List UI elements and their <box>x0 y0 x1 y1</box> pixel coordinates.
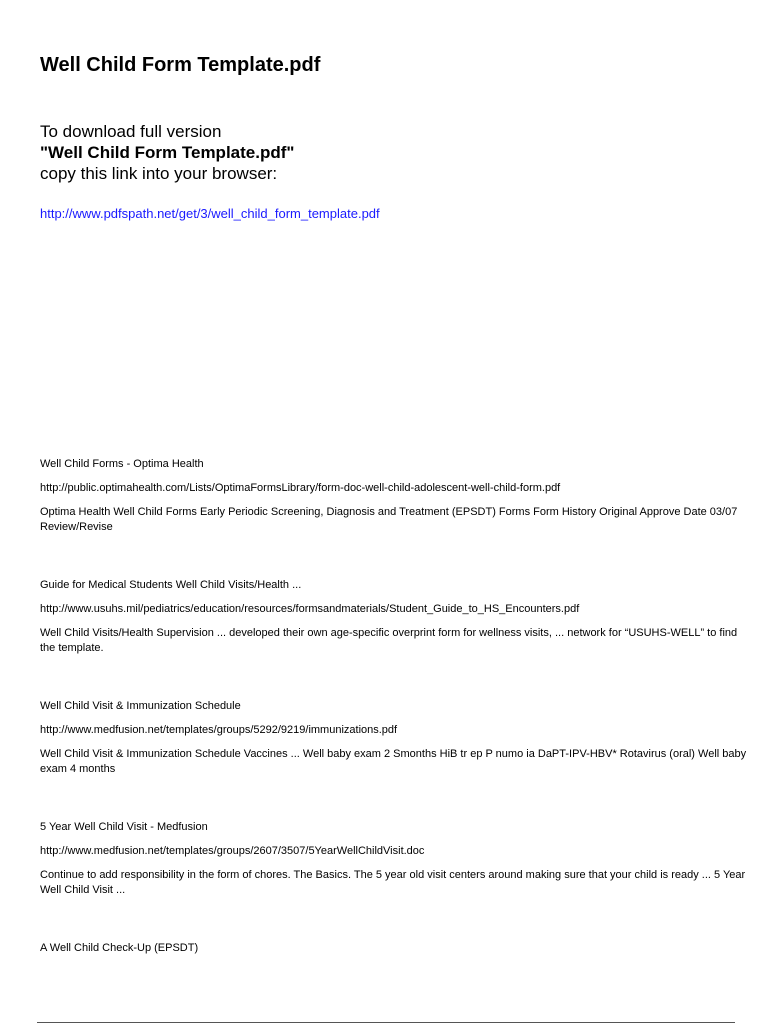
search-result <box>40 457 752 535</box>
result-url: http://www.usuhs.mil/pediatrics/education/resources/formsandmaterials/Student_Guide_to_HS_Encounters.pdf <box>40 603 580 615</box>
document-title: Well Child Form Template.pdf <box>40 54 321 76</box>
result-snippet: Continue to add responsibility in the form of chores. The Basics. The 5 year old visit centers around making sure that your child is ready ... 5 Year Well Child Visit ... <box>40 869 746 896</box>
search-result <box>40 699 752 777</box>
result-url: http://www.medfusion.net/templates/groups/2607/3507/5YearWellChildVisit.doc <box>40 845 425 857</box>
search-result <box>40 941 752 956</box>
intro-line-1: To download full version <box>40 122 222 141</box>
search-results-list <box>40 457 752 999</box>
result-url: http://public.optimahealth.com/Lists/OptimaFormsLibrary/form-doc-well-child-adolescent-well-child-form.pdf <box>40 482 561 494</box>
download-link[interactable]: http://www.pdfspath.net/get/3/well_child_form_template.pdf <box>40 206 380 221</box>
result-snippet: Optima Health Well Child Forms Early Periodic Screening, Diagnosis and Treatment (EPSDT) Forms Form History Original Approve Date 03/07 Review/Revise <box>40 506 738 533</box>
result-title: Well Child Forms - Optima Health <box>40 458 204 470</box>
result-title: Well Child Visit & Immunization Schedule <box>40 700 241 712</box>
result-title: A Well Child Check-Up (EPSDT) <box>40 942 199 954</box>
result-title: Guide for Medical Students Well Child Visits/Health ... <box>40 579 302 591</box>
footer-divider <box>37 1022 735 1023</box>
intro-line-3: copy this link into your browser: <box>40 164 278 183</box>
search-result <box>40 578 752 656</box>
intro-file-name: "Well Child Form Template.pdf" <box>40 143 295 162</box>
result-snippet: Well Child Visit & Immunization Schedule Vaccines ... Well baby exam 2 Smonths HiB tr ep P numo ia DaPT-IPV-HBV* Rotavirus (oral) Well baby exam 4 months <box>40 748 747 775</box>
download-instructions <box>40 121 294 184</box>
result-url: http://www.medfusion.net/templates/groups/5292/9219/immunizations.pdf <box>40 724 398 736</box>
result-snippet: Well Child Visits/Health Supervision ... developed their own age-specific overprint form for wellness visits, ... network for “USUHS-WELL” to find the template. <box>40 627 738 654</box>
result-title: 5 Year Well Child Visit - Medfusion <box>40 821 208 833</box>
search-result <box>40 820 752 898</box>
